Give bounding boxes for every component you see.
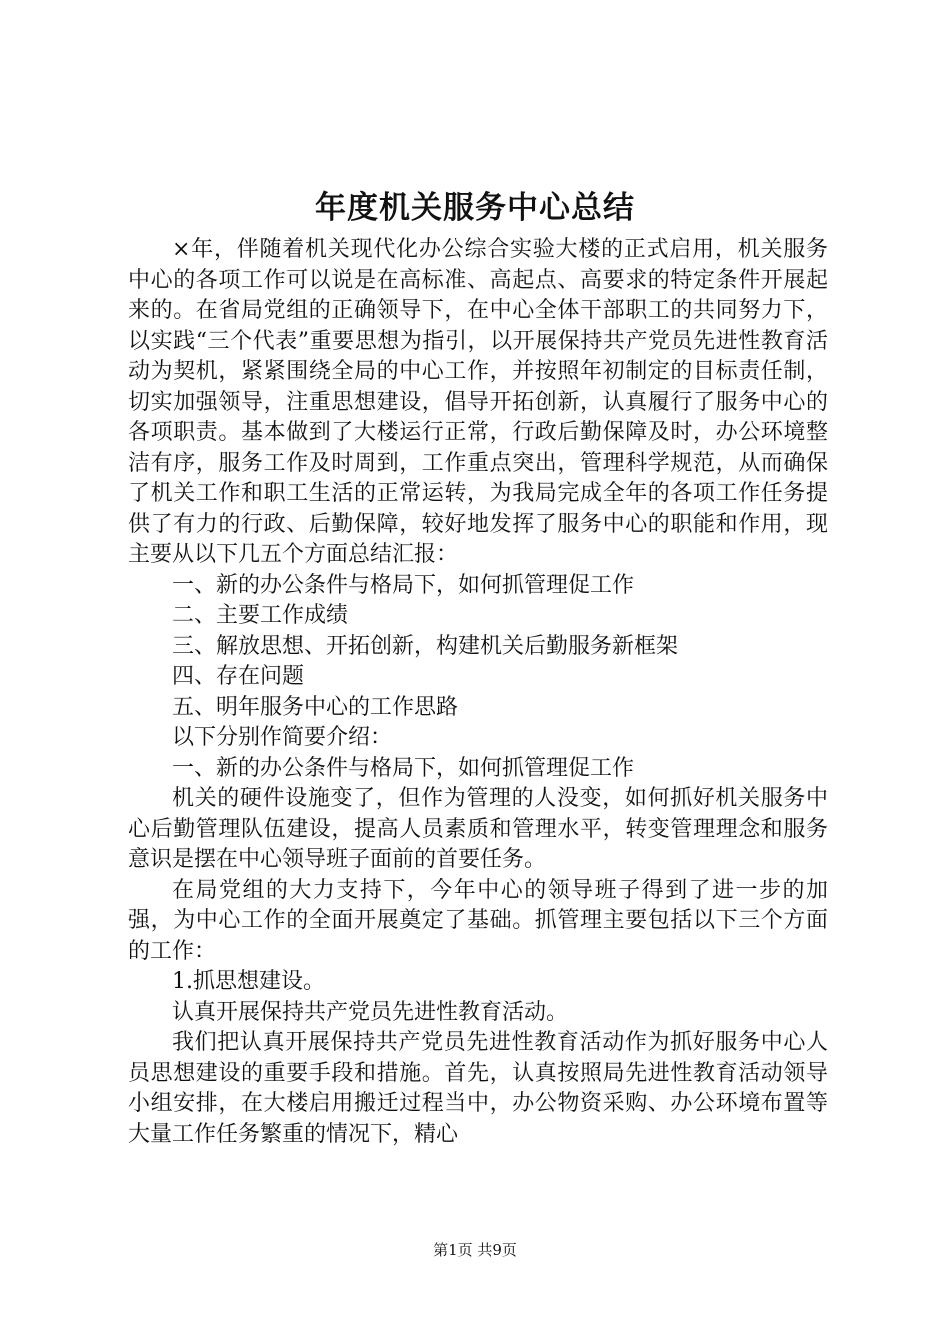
document-body bbox=[128, 235, 828, 1150]
body-paragraph: 在局党组的大力支持下，今年中心的领导班子得到了进一步的加强，为中心工作的全面开展奠定了基础。抓管理主要包括以下三个方面的工作： bbox=[128, 877, 828, 964]
body-paragraph: 认真开展保持共产党员先进性教育活动。 bbox=[172, 999, 569, 1025]
document-title: 年度机关服务中心总结 bbox=[315, 190, 635, 226]
body-paragraph: 机关的硬件设施变了，但作为管理的人没变，如何抓好机关服务中心后勤管理队伍建设，提高人员素质和管理水平，转变管理理念和服务意识是摆在中心领导班子面前的首要任务。 bbox=[128, 786, 828, 872]
page-footer: 第1页 共9页 bbox=[433, 1241, 517, 1259]
outline-item-3: 三、解放思想、开拓创新，构建机关后勤服务新框架 bbox=[172, 633, 679, 659]
outline-item-1: 一、新的办公条件与格局下，如何抓管理促工作 bbox=[172, 572, 635, 598]
section-heading-1: 一、新的办公条件与格局下，如何抓管理促工作 bbox=[172, 755, 635, 781]
outline-item-4: 四、存在问题 bbox=[172, 664, 305, 689]
body-paragraph: 我们把认真开展保持共产党员先进性教育活动作为抓好服务中心人员思想建设的重要手段和措施。首先，认真按照局先进性教育活动领导小组安排，在大楼启用搬迁过程当中，办公物资采购、办公环境布置等大量工作任务繁重的情况下，精心 bbox=[128, 1030, 828, 1147]
intro-paragraph: ×年，伴随着机关现代化办公综合实验大楼的正式启用，机关服务中心的各项工作可以说是在高标准、高起点、高要求的特定条件开展起来的。在省局党组的正确领导下，在中心全体干部职工的共同努力下，以实践“三个代表”重要思想为指引，以开展保持共产党员先进性教育活动为契机，紧紧围绕全局的中心工作，并按照年初制定的目标责任制，切实加强领导，注重思想建设，倡导开拓创新，认真履行了服务中心的各项职责。基本做到了大楼运行正常，行政后勤保障及时，办公环境整洁有序，服务工作及时周到，工作重点突出，管理科学规范，从而确保了机关工作和职工生活的正常运转，为我局完成全年的各项工作任务提供了有力的行政、后勤保障，较好地发挥了服务中心的职能和作用，现主要从以下几五个方面总结汇报： bbox=[128, 237, 828, 567]
outline-item-2: 二、主要工作成绩 bbox=[172, 603, 349, 628]
outline-item-5: 五、明年服务中心的工作思路 bbox=[172, 694, 459, 720]
subsection-heading: 1.抓思想建设。 bbox=[172, 969, 325, 994]
intro-note: 以下分别作简要介绍： bbox=[172, 725, 393, 750]
